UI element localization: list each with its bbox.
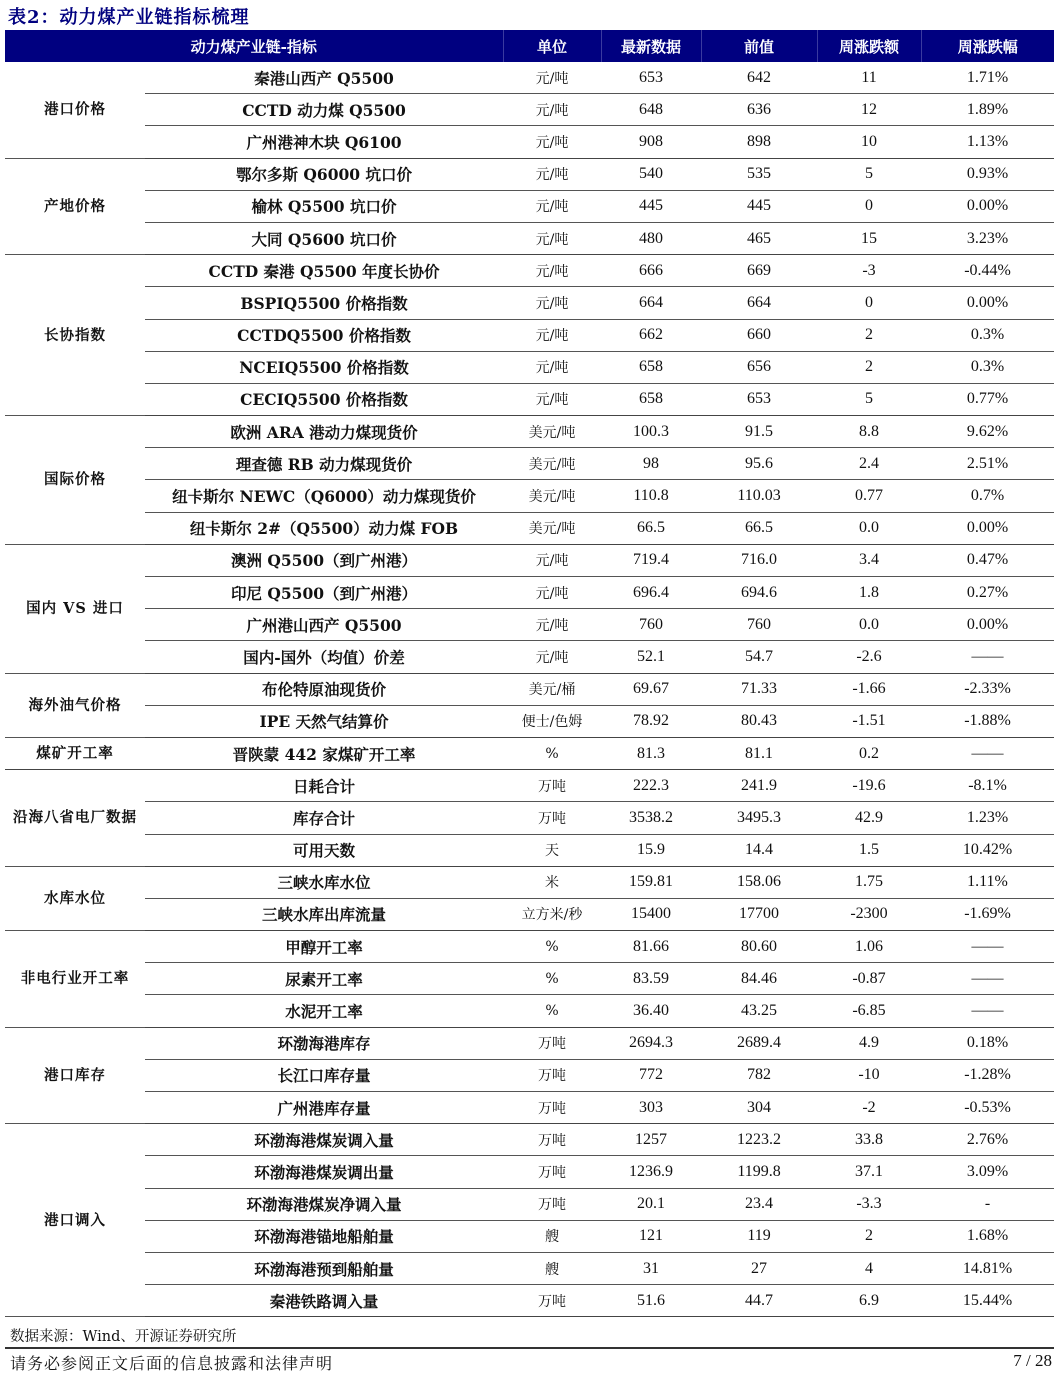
weekly-pct-cell: 0.7% bbox=[921, 480, 1054, 512]
latest-value-cell: 760 bbox=[601, 609, 701, 641]
latest-value-cell: 664 bbox=[601, 287, 701, 319]
unit-cell: % bbox=[503, 931, 601, 963]
indicator-cell: CCTD 动力煤 Q5500 bbox=[145, 94, 503, 126]
previous-value-cell: 716.0 bbox=[701, 544, 817, 576]
weekly-pct-cell: —— bbox=[921, 931, 1054, 963]
previous-value-cell: 54.7 bbox=[701, 641, 817, 673]
indicator-cell: 秦港山西产 Q5500 bbox=[145, 62, 503, 94]
indicator-cell: 纽卡斯尔 2#（Q5500）动力煤 FOB bbox=[145, 512, 503, 544]
previous-value-cell: 44.7 bbox=[701, 1285, 817, 1317]
indicator-cell: CCTDQ5500 价格指数 bbox=[145, 319, 503, 351]
indicator-cell: 布伦特原油现货价 bbox=[145, 673, 503, 705]
weekly-change-cell: 33.8 bbox=[817, 1124, 921, 1156]
indicator-cell: 大同 Q5600 坑口价 bbox=[145, 222, 503, 254]
weekly-change-cell: 1.5 bbox=[817, 834, 921, 866]
weekly-change-cell: 2 bbox=[817, 319, 921, 351]
unit-cell: 元/吨 bbox=[503, 287, 601, 319]
unit-cell: 元/吨 bbox=[503, 351, 601, 383]
previous-value-cell: 898 bbox=[701, 126, 817, 158]
unit-cell: % bbox=[503, 737, 601, 769]
indicator-cell: 环渤海港锚地船舶量 bbox=[145, 1220, 503, 1252]
weekly-change-cell: -6.85 bbox=[817, 995, 921, 1027]
latest-value-cell: 83.59 bbox=[601, 963, 701, 995]
indicator-cell: 长江口库存量 bbox=[145, 1059, 503, 1091]
previous-value-cell: 465 bbox=[701, 222, 817, 254]
unit-cell: 元/吨 bbox=[503, 577, 601, 609]
weekly-change-cell: 1.75 bbox=[817, 866, 921, 898]
table-row bbox=[5, 995, 1054, 1027]
latest-value-cell: 52.1 bbox=[601, 641, 701, 673]
previous-value-cell: 158.06 bbox=[701, 866, 817, 898]
weekly-change-cell: 12 bbox=[817, 94, 921, 126]
previous-value-cell: 71.33 bbox=[701, 673, 817, 705]
weekly-pct-cell: -0.44% bbox=[921, 255, 1054, 287]
table-row bbox=[5, 1124, 1054, 1156]
unit-cell: 元/吨 bbox=[503, 222, 601, 254]
table-row bbox=[5, 1285, 1054, 1317]
unit-cell: 万吨 bbox=[503, 802, 601, 834]
weekly-change-cell: 11 bbox=[817, 62, 921, 94]
weekly-pct-cell: -2.33% bbox=[921, 673, 1054, 705]
table-row bbox=[5, 416, 1054, 448]
previous-value-cell: 642 bbox=[701, 62, 817, 94]
table-row bbox=[5, 834, 1054, 866]
previous-value-cell: 80.43 bbox=[701, 705, 817, 737]
category-cell: 沿海八省电厂数据 bbox=[5, 770, 145, 867]
indicator-cell: BSPIQ5500 价格指数 bbox=[145, 287, 503, 319]
table-row bbox=[5, 94, 1054, 126]
unit-cell: 美元/吨 bbox=[503, 480, 601, 512]
weekly-pct-cell: 1.68% bbox=[921, 1220, 1054, 1252]
table-row bbox=[5, 641, 1054, 673]
weekly-change-cell: 6.9 bbox=[817, 1285, 921, 1317]
unit-cell: 天 bbox=[503, 834, 601, 866]
table-row bbox=[5, 255, 1054, 287]
previous-value-cell: 80.60 bbox=[701, 931, 817, 963]
latest-value-cell: 445 bbox=[601, 190, 701, 222]
table-row bbox=[5, 158, 1054, 190]
weekly-change-cell: -2.6 bbox=[817, 641, 921, 673]
category-cell: 港口调入 bbox=[5, 1124, 145, 1317]
unit-cell: 元/吨 bbox=[503, 190, 601, 222]
table-row bbox=[5, 770, 1054, 802]
weekly-pct-cell: 1.71% bbox=[921, 62, 1054, 94]
latest-value-cell: 78.92 bbox=[601, 705, 701, 737]
unit-cell: 美元/吨 bbox=[503, 512, 601, 544]
latest-value-cell: 66.5 bbox=[601, 512, 701, 544]
indicator-cell: 日耗合计 bbox=[145, 770, 503, 802]
weekly-pct-cell: —— bbox=[921, 737, 1054, 769]
previous-value-cell: 1199.8 bbox=[701, 1156, 817, 1188]
previous-value-cell: 81.1 bbox=[701, 737, 817, 769]
weekly-pct-cell: -0.53% bbox=[921, 1092, 1054, 1124]
weekly-change-cell: 0.0 bbox=[817, 609, 921, 641]
previous-value-cell: 760 bbox=[701, 609, 817, 641]
weekly-pct-cell: -8.1% bbox=[921, 770, 1054, 802]
weekly-pct-cell: 0.00% bbox=[921, 287, 1054, 319]
latest-value-cell: 658 bbox=[601, 383, 701, 415]
latest-value-cell: 98 bbox=[601, 448, 701, 480]
unit-cell: 元/吨 bbox=[503, 383, 601, 415]
weekly-change-cell: 2 bbox=[817, 1220, 921, 1252]
weekly-change-cell: 42.9 bbox=[817, 802, 921, 834]
indicator-cell: 环渤海港煤炭调出量 bbox=[145, 1156, 503, 1188]
latest-value-cell: 222.3 bbox=[601, 770, 701, 802]
weekly-change-cell: 0.2 bbox=[817, 737, 921, 769]
weekly-change-cell: -0.87 bbox=[817, 963, 921, 995]
previous-value-cell: 636 bbox=[701, 94, 817, 126]
table-row bbox=[5, 126, 1054, 158]
indicator-cell: CCTD 秦港 Q5500 年度长协价 bbox=[145, 255, 503, 287]
latest-value-cell: 658 bbox=[601, 351, 701, 383]
unit-cell: 万吨 bbox=[503, 1027, 601, 1059]
latest-value-cell: 159.81 bbox=[601, 866, 701, 898]
previous-value-cell: 3495.3 bbox=[701, 802, 817, 834]
table-row bbox=[5, 705, 1054, 737]
unit-cell: 万吨 bbox=[503, 770, 601, 802]
table-row bbox=[5, 190, 1054, 222]
previous-value-cell: 91.5 bbox=[701, 416, 817, 448]
previous-value-cell: 27 bbox=[701, 1252, 817, 1284]
unit-cell: 便士/色姆 bbox=[503, 705, 601, 737]
weekly-pct-cell: 3.09% bbox=[921, 1156, 1054, 1188]
latest-value-cell: 110.8 bbox=[601, 480, 701, 512]
weekly-pct-cell: 0.18% bbox=[921, 1027, 1054, 1059]
latest-value-cell: 36.40 bbox=[601, 995, 701, 1027]
latest-value-cell: 303 bbox=[601, 1092, 701, 1124]
indicator-cell: 欧洲 ARA 港动力煤现货价 bbox=[145, 416, 503, 448]
latest-value-cell: 540 bbox=[601, 158, 701, 190]
table-row bbox=[5, 577, 1054, 609]
table-row bbox=[5, 480, 1054, 512]
indicator-cell: CECIQ5500 价格指数 bbox=[145, 383, 503, 415]
indicator-cell: 澳洲 Q5500（到广州港） bbox=[145, 544, 503, 576]
coal-indicator-table bbox=[5, 30, 1054, 1317]
latest-value-cell: 121 bbox=[601, 1220, 701, 1252]
unit-cell: 元/吨 bbox=[503, 255, 601, 287]
latest-value-cell: 772 bbox=[601, 1059, 701, 1091]
table-body bbox=[5, 62, 1054, 1317]
unit-cell: 元/吨 bbox=[503, 609, 601, 641]
latest-value-cell: 1257 bbox=[601, 1124, 701, 1156]
weekly-change-cell: 0 bbox=[817, 190, 921, 222]
weekly-change-cell: 5 bbox=[817, 158, 921, 190]
category-cell: 煤矿开工率 bbox=[5, 737, 145, 769]
weekly-pct-cell: 0.77% bbox=[921, 383, 1054, 415]
unit-cell: 元/吨 bbox=[503, 62, 601, 94]
weekly-pct-cell: 0.00% bbox=[921, 609, 1054, 641]
table-row bbox=[5, 673, 1054, 705]
previous-value-cell: 304 bbox=[701, 1092, 817, 1124]
indicator-cell: 榆林 Q5500 坑口价 bbox=[145, 190, 503, 222]
latest-value-cell: 20.1 bbox=[601, 1188, 701, 1220]
previous-value-cell: 669 bbox=[701, 255, 817, 287]
category-cell: 国际价格 bbox=[5, 416, 145, 545]
weekly-pct-cell: 0.27% bbox=[921, 577, 1054, 609]
weekly-pct-cell: 1.89% bbox=[921, 94, 1054, 126]
table-row bbox=[5, 222, 1054, 254]
latest-value-cell: 648 bbox=[601, 94, 701, 126]
table-row bbox=[5, 802, 1054, 834]
table-row bbox=[5, 609, 1054, 641]
table-row bbox=[5, 898, 1054, 930]
previous-value-cell: 664 bbox=[701, 287, 817, 319]
weekly-change-cell: 8.8 bbox=[817, 416, 921, 448]
table-row bbox=[5, 1059, 1054, 1091]
weekly-pct-cell: 9.62% bbox=[921, 416, 1054, 448]
latest-value-cell: 653 bbox=[601, 62, 701, 94]
latest-value-cell: 69.67 bbox=[601, 673, 701, 705]
category-cell: 港口库存 bbox=[5, 1027, 145, 1124]
weekly-pct-cell: 0.00% bbox=[921, 512, 1054, 544]
weekly-pct-cell: 0.3% bbox=[921, 351, 1054, 383]
category-cell: 国内 VS 进口 bbox=[5, 544, 145, 673]
header-pct: 周涨跌幅 bbox=[921, 30, 1054, 62]
weekly-pct-cell: —— bbox=[921, 641, 1054, 673]
latest-value-cell: 2694.3 bbox=[601, 1027, 701, 1059]
header-latest: 最新数据 bbox=[601, 30, 701, 62]
weekly-pct-cell: 1.23% bbox=[921, 802, 1054, 834]
previous-value-cell: 241.9 bbox=[701, 770, 817, 802]
weekly-change-cell: -2300 bbox=[817, 898, 921, 930]
weekly-change-cell: -19.6 bbox=[817, 770, 921, 802]
table-row bbox=[5, 1220, 1054, 1252]
indicator-cell: NCEIQ5500 价格指数 bbox=[145, 351, 503, 383]
category-cell: 产地价格 bbox=[5, 158, 145, 255]
table-row bbox=[5, 737, 1054, 769]
previous-value-cell: 17700 bbox=[701, 898, 817, 930]
footer-divider bbox=[5, 1347, 1054, 1349]
indicator-cell: 尿素开工率 bbox=[145, 963, 503, 995]
header-unit: 单位 bbox=[503, 30, 601, 62]
table-header-row bbox=[5, 30, 1054, 62]
latest-value-cell: 31 bbox=[601, 1252, 701, 1284]
indicator-cell: 广州港库存量 bbox=[145, 1092, 503, 1124]
category-cell: 水库水位 bbox=[5, 866, 145, 930]
unit-cell: 万吨 bbox=[503, 1188, 601, 1220]
unit-cell: 万吨 bbox=[503, 1156, 601, 1188]
latest-value-cell: 3538.2 bbox=[601, 802, 701, 834]
latest-value-cell: 51.6 bbox=[601, 1285, 701, 1317]
weekly-change-cell: -1.66 bbox=[817, 673, 921, 705]
indicator-cell: 环渤海港煤炭调入量 bbox=[145, 1124, 503, 1156]
table-row bbox=[5, 1188, 1054, 1220]
previous-value-cell: 66.5 bbox=[701, 512, 817, 544]
header-indicator: 动力煤产业链-指标 bbox=[5, 30, 503, 62]
unit-cell: 美元/吨 bbox=[503, 416, 601, 448]
unit-cell: 万吨 bbox=[503, 1092, 601, 1124]
previous-value-cell: 23.4 bbox=[701, 1188, 817, 1220]
previous-value-cell: 656 bbox=[701, 351, 817, 383]
weekly-change-cell: 0.0 bbox=[817, 512, 921, 544]
weekly-change-cell: -1.51 bbox=[817, 705, 921, 737]
previous-value-cell: 119 bbox=[701, 1220, 817, 1252]
previous-value-cell: 2689.4 bbox=[701, 1027, 817, 1059]
unit-cell: 元/吨 bbox=[503, 641, 601, 673]
previous-value-cell: 660 bbox=[701, 319, 817, 351]
indicator-cell: 环渤海港库存 bbox=[145, 1027, 503, 1059]
latest-value-cell: 908 bbox=[601, 126, 701, 158]
weekly-change-cell: -3 bbox=[817, 255, 921, 287]
table-row bbox=[5, 544, 1054, 576]
table-row bbox=[5, 319, 1054, 351]
table-row bbox=[5, 62, 1054, 94]
table-row bbox=[5, 963, 1054, 995]
weekly-change-cell: -2 bbox=[817, 1092, 921, 1124]
indicator-cell: 广州港山西产 Q5500 bbox=[145, 609, 503, 641]
weekly-change-cell: -10 bbox=[817, 1059, 921, 1091]
weekly-pct-cell: 0.93% bbox=[921, 158, 1054, 190]
table-row bbox=[5, 1027, 1054, 1059]
weekly-pct-cell: —— bbox=[921, 963, 1054, 995]
unit-cell: % bbox=[503, 963, 601, 995]
unit-cell: 米 bbox=[503, 866, 601, 898]
latest-value-cell: 480 bbox=[601, 222, 701, 254]
header-previous: 前值 bbox=[701, 30, 817, 62]
unit-cell: 艘 bbox=[503, 1252, 601, 1284]
weekly-change-cell: 1.8 bbox=[817, 577, 921, 609]
weekly-pct-cell: 1.11% bbox=[921, 866, 1054, 898]
unit-cell: 美元/吨 bbox=[503, 448, 601, 480]
table-row bbox=[5, 512, 1054, 544]
data-source-note: 数据来源：Wind、开源证券研究所 bbox=[10, 1329, 237, 1345]
previous-value-cell: 535 bbox=[701, 158, 817, 190]
indicator-cell: 鄂尔多斯 Q6000 坑口价 bbox=[145, 158, 503, 190]
previous-value-cell: 653 bbox=[701, 383, 817, 415]
latest-value-cell: 81.3 bbox=[601, 737, 701, 769]
previous-value-cell: 14.4 bbox=[701, 834, 817, 866]
unit-cell: 万吨 bbox=[503, 1059, 601, 1091]
weekly-pct-cell: 1.13% bbox=[921, 126, 1054, 158]
latest-value-cell: 719.4 bbox=[601, 544, 701, 576]
indicator-cell: 理查德 RB 动力煤现货价 bbox=[145, 448, 503, 480]
indicator-cell: IPE 天然气结算价 bbox=[145, 705, 503, 737]
weekly-pct-cell: -1.28% bbox=[921, 1059, 1054, 1091]
unit-cell: % bbox=[503, 995, 601, 1027]
header-change: 周涨跌额 bbox=[817, 30, 921, 62]
latest-value-cell: 696.4 bbox=[601, 577, 701, 609]
unit-cell: 元/吨 bbox=[503, 158, 601, 190]
indicator-cell: 秦港铁路调入量 bbox=[145, 1285, 503, 1317]
weekly-change-cell: 3.4 bbox=[817, 544, 921, 576]
unit-cell: 美元/桶 bbox=[503, 673, 601, 705]
unit-cell: 艘 bbox=[503, 1220, 601, 1252]
indicator-cell: 环渤海港预到船舶量 bbox=[145, 1252, 503, 1284]
weekly-change-cell: 4 bbox=[817, 1252, 921, 1284]
category-cell: 非电行业开工率 bbox=[5, 931, 145, 1028]
table-row bbox=[5, 383, 1054, 415]
latest-value-cell: 81.66 bbox=[601, 931, 701, 963]
indicator-cell: 国内-国外（均值）价差 bbox=[145, 641, 503, 673]
indicator-cell: 三峡水库水位 bbox=[145, 866, 503, 898]
weekly-pct-cell: 2.51% bbox=[921, 448, 1054, 480]
weekly-pct-cell: -1.69% bbox=[921, 898, 1054, 930]
latest-value-cell: 100.3 bbox=[601, 416, 701, 448]
weekly-pct-cell: 2.76% bbox=[921, 1124, 1054, 1156]
table-title: 表2：动力煤产业链指标梳理 bbox=[8, 7, 250, 28]
unit-cell: 万吨 bbox=[503, 1124, 601, 1156]
previous-value-cell: 110.03 bbox=[701, 480, 817, 512]
weekly-change-cell: 15 bbox=[817, 222, 921, 254]
table-row bbox=[5, 1252, 1054, 1284]
indicator-cell: 广州港神木块 Q6100 bbox=[145, 126, 503, 158]
indicator-cell: 纽卡斯尔 NEWC（Q6000）动力煤现货价 bbox=[145, 480, 503, 512]
weekly-pct-cell: 3.23% bbox=[921, 222, 1054, 254]
disclaimer-text: 请务必参阅正文后面的信息披露和法律声明 bbox=[10, 1354, 334, 1373]
previous-value-cell: 43.25 bbox=[701, 995, 817, 1027]
previous-value-cell: 445 bbox=[701, 190, 817, 222]
weekly-change-cell: 2.4 bbox=[817, 448, 921, 480]
table-row bbox=[5, 1156, 1054, 1188]
previous-value-cell: 95.6 bbox=[701, 448, 817, 480]
latest-value-cell: 662 bbox=[601, 319, 701, 351]
category-cell: 长协指数 bbox=[5, 255, 145, 416]
weekly-change-cell: 10 bbox=[817, 126, 921, 158]
indicator-cell: 环渤海港煤炭净调入量 bbox=[145, 1188, 503, 1220]
weekly-change-cell: 4.9 bbox=[817, 1027, 921, 1059]
previous-value-cell: 694.6 bbox=[701, 577, 817, 609]
latest-value-cell: 666 bbox=[601, 255, 701, 287]
weekly-pct-cell: 14.81% bbox=[921, 1252, 1054, 1284]
weekly-change-cell: 5 bbox=[817, 383, 921, 415]
weekly-change-cell: 37.1 bbox=[817, 1156, 921, 1188]
indicator-cell: 印尼 Q5500（到广州港） bbox=[145, 577, 503, 609]
category-cell: 港口价格 bbox=[5, 62, 145, 158]
indicator-cell: 三峡水库出库流量 bbox=[145, 898, 503, 930]
previous-value-cell: 84.46 bbox=[701, 963, 817, 995]
indicator-cell: 库存合计 bbox=[145, 802, 503, 834]
weekly-pct-cell: 0.3% bbox=[921, 319, 1054, 351]
table-row bbox=[5, 287, 1054, 319]
weekly-pct-cell: 15.44% bbox=[921, 1285, 1054, 1317]
weekly-change-cell: 1.06 bbox=[817, 931, 921, 963]
indicator-cell: 水泥开工率 bbox=[145, 995, 503, 1027]
previous-value-cell: 1223.2 bbox=[701, 1124, 817, 1156]
indicator-cell: 可用天数 bbox=[145, 834, 503, 866]
unit-cell: 元/吨 bbox=[503, 94, 601, 126]
unit-cell: 元/吨 bbox=[503, 126, 601, 158]
table-row bbox=[5, 351, 1054, 383]
unit-cell: 万吨 bbox=[503, 1285, 601, 1317]
weekly-pct-cell: 0.00% bbox=[921, 190, 1054, 222]
category-cell: 海外油气价格 bbox=[5, 673, 145, 737]
weekly-change-cell: -3.3 bbox=[817, 1188, 921, 1220]
weekly-pct-cell: -1.88% bbox=[921, 705, 1054, 737]
previous-value-cell: 782 bbox=[701, 1059, 817, 1091]
page-number: 7 / 28 bbox=[1013, 1351, 1052, 1370]
indicator-cell: 晋陕蒙 442 家煤矿开工率 bbox=[145, 737, 503, 769]
weekly-change-cell: 0 bbox=[817, 287, 921, 319]
latest-value-cell: 15400 bbox=[601, 898, 701, 930]
table-row bbox=[5, 931, 1054, 963]
unit-cell: 元/吨 bbox=[503, 319, 601, 351]
weekly-change-cell: 2 bbox=[817, 351, 921, 383]
weekly-pct-cell: —— bbox=[921, 995, 1054, 1027]
weekly-pct-cell: 10.42% bbox=[921, 834, 1054, 866]
table-row bbox=[5, 448, 1054, 480]
unit-cell: 立方米/秒 bbox=[503, 898, 601, 930]
weekly-change-cell: 0.77 bbox=[817, 480, 921, 512]
latest-value-cell: 15.9 bbox=[601, 834, 701, 866]
weekly-pct-cell: - bbox=[921, 1188, 1054, 1220]
latest-value-cell: 1236.9 bbox=[601, 1156, 701, 1188]
table-row bbox=[5, 866, 1054, 898]
unit-cell: 元/吨 bbox=[503, 544, 601, 576]
table-row bbox=[5, 1092, 1054, 1124]
weekly-pct-cell: 0.47% bbox=[921, 544, 1054, 576]
indicator-cell: 甲醇开工率 bbox=[145, 931, 503, 963]
